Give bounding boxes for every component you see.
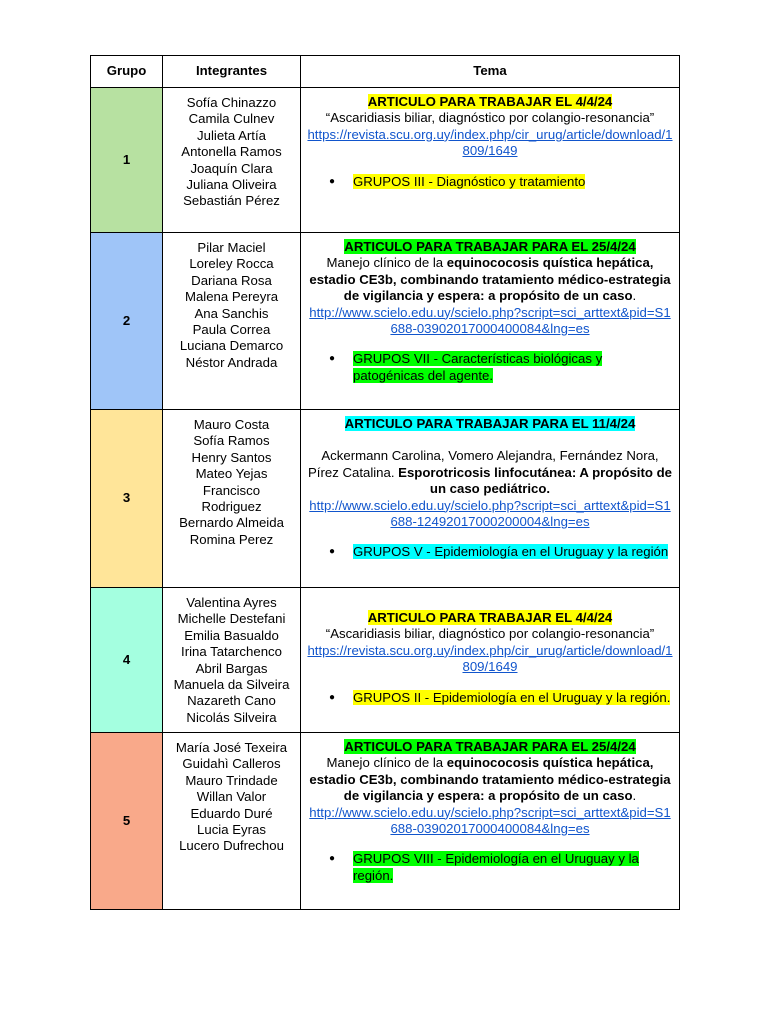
- task-label: GRUPOS III - Diagnóstico y tratamiento: [353, 173, 586, 189]
- task-list: [307, 351, 673, 384]
- member-name: Francisco: [202, 482, 261, 498]
- member-name: Michelle Destefani: [177, 611, 286, 627]
- article-link[interactable]: https://revista.scu.org.uy/index.php/cir_urug/article/download/1809/1649: [307, 642, 673, 675]
- member-name: Romina Perez: [189, 531, 274, 547]
- list-item: [347, 544, 673, 560]
- task-label: GRUPOS II - Epidemiología en el Uruguay y la región.: [353, 689, 671, 705]
- article-intro: Manejo clínico de la: [326, 755, 447, 771]
- article-title: equinococosis quística hepática, estadio CE3b, combinando tratamiento médico-estrategia de vigilancia y espera: a propósito de un caso: [309, 755, 671, 804]
- task-list: [307, 174, 673, 190]
- header-group: Grupo: [91, 56, 163, 88]
- article-heading: ARTICULO PARA TRABAJAR EL 4/4/24: [367, 94, 613, 109]
- article-after: .: [632, 288, 637, 304]
- member-name: Guidahì Calleros: [182, 756, 281, 772]
- member-name: Manuela da Silveira: [173, 677, 290, 693]
- article-after: .: [632, 788, 637, 804]
- article-link[interactable]: http://www.scielo.edu.uy/scielo.php?script=sci_arttext&pid=S1688-03902017000400084&lng=es: [309, 804, 671, 837]
- members-cell: [163, 588, 301, 733]
- group-number-cell: 4: [91, 588, 163, 733]
- task-list: [307, 690, 673, 706]
- article-link[interactable]: http://www.scielo.edu.uy/scielo.php?script=sci_arttext&pid=S1688-12492017000200004&lng=es: [309, 497, 671, 530]
- member-name: Loreley Rocca: [189, 256, 274, 272]
- member-name: Sofía Chinazzo: [186, 95, 277, 110]
- member-name: Rodriguez: [201, 499, 262, 515]
- topic-cell: [301, 588, 680, 733]
- member-name: Lucero Dufrechou: [179, 838, 284, 854]
- list-item: [347, 690, 673, 706]
- table-row: [91, 733, 680, 910]
- group-number-cell: 5: [91, 733, 163, 910]
- topic-cell: [301, 88, 680, 233]
- member-name: Lucia Eyras: [197, 822, 266, 838]
- member-name: Néstor Andrada: [185, 354, 278, 370]
- member-name: María José Texeira: [175, 740, 288, 755]
- member-name: Malena Pereyra: [184, 289, 279, 305]
- member-name: Mauro Trindade: [185, 772, 278, 788]
- member-name: Willan Valor: [196, 789, 267, 805]
- member-name: Antonella Ramos: [181, 144, 282, 160]
- group-number-cell: 3: [91, 410, 163, 588]
- header-members: Integrantes: [163, 56, 301, 88]
- member-name: Camila Culnev: [188, 111, 275, 127]
- member-name: Joaquín Clara: [190, 160, 273, 176]
- members-cell: [163, 410, 301, 588]
- topic-cell: [301, 233, 680, 410]
- member-name: Emilia Basualdo: [184, 627, 279, 643]
- article-intro: Ackermann Carolina, Vomero Alejandra, Fernández Nora, Pírez Catalina.: [308, 448, 659, 480]
- member-name: Valentina Ayres: [186, 595, 277, 610]
- task-label: GRUPOS VIII - Epidemiología en el Uruguay y la región.: [353, 851, 639, 883]
- member-name: Sofía Ramos: [193, 433, 270, 449]
- table-row: [91, 233, 680, 410]
- member-name: Nazareth Cano: [187, 693, 276, 709]
- article-heading: ARTICULO PARA TRABAJAR PARA EL 25/4/24: [344, 739, 636, 754]
- member-name: Mauro Costa: [193, 417, 270, 432]
- member-name: Henry Santos: [191, 449, 272, 465]
- members-cell: [163, 233, 301, 410]
- article-link[interactable]: https://revista.scu.org.uy/index.php/cir_urug/article/download/1809/1649: [307, 126, 673, 159]
- member-name: Eduardo Duré: [190, 805, 273, 821]
- header-topic: Tema: [301, 56, 680, 88]
- article-heading: ARTICULO PARA TRABAJAR EL 4/4/24: [367, 610, 613, 625]
- table-row: [91, 588, 680, 733]
- list-item: [347, 851, 673, 884]
- members-cell: [163, 733, 301, 910]
- table-row: [91, 88, 680, 233]
- article-title: “Ascaridiasis biliar, diagnóstico por colangio-resonancia”: [325, 626, 655, 642]
- article-heading: ARTICULO PARA TRABAJAR PARA EL 11/4/24: [344, 416, 636, 431]
- task-label: GRUPOS VII - Características biológicas y patogénicas del agente.: [353, 351, 603, 383]
- table-header-row: [91, 56, 680, 88]
- member-name: Luciana Demarco: [179, 338, 284, 354]
- members-cell: [163, 88, 301, 233]
- group-number-cell: 2: [91, 233, 163, 410]
- topic-cell: [301, 733, 680, 910]
- member-name: Paula Correa: [192, 322, 271, 338]
- member-name: Pilar Maciel: [197, 240, 266, 255]
- article-intro: Manejo clínico de la: [326, 255, 447, 271]
- article-title: “Ascaridiasis biliar, diagnóstico por colangio-resonancia”: [325, 110, 655, 126]
- task-list: [307, 544, 673, 560]
- list-item: [347, 351, 673, 384]
- list-item: [347, 174, 673, 190]
- article-heading: ARTICULO PARA TRABAJAR PARA EL 25/4/24: [344, 239, 636, 254]
- task-list: [307, 851, 673, 884]
- member-name: Nicolás Silveira: [186, 709, 277, 725]
- member-name: Dariana Rosa: [191, 272, 272, 288]
- member-name: Irina Tatarchenco: [181, 644, 282, 660]
- member-name: Ana Sanchis: [194, 305, 269, 321]
- member-name: Abril Bargas: [195, 660, 268, 676]
- member-name: Bernardo Almeida: [179, 515, 284, 531]
- groups-table: [90, 55, 680, 910]
- member-name: Sebastián Pérez: [183, 193, 280, 209]
- member-name: Julieta Artía: [197, 127, 266, 143]
- member-name: Juliana Oliveira: [186, 177, 277, 193]
- article-title: Esporotricosis linfocutánea: A propósito de un caso pediátrico.: [398, 464, 672, 497]
- article-title: equinococosis quística hepática, estadio CE3b, combinando tratamiento médico-estrategia de vigilancia y espera: a propósito de un caso: [309, 255, 671, 304]
- member-name: Mateo Yejas: [195, 466, 268, 482]
- table-row: [91, 410, 680, 588]
- task-label: GRUPOS V - Epidemiología en el Uruguay y la región: [353, 544, 669, 560]
- group-number-cell: 1: [91, 88, 163, 233]
- topic-cell: [301, 410, 680, 588]
- article-link[interactable]: http://www.scielo.edu.uy/scielo.php?script=sci_arttext&pid=S1688-03902017000400084&lng=es: [309, 304, 671, 337]
